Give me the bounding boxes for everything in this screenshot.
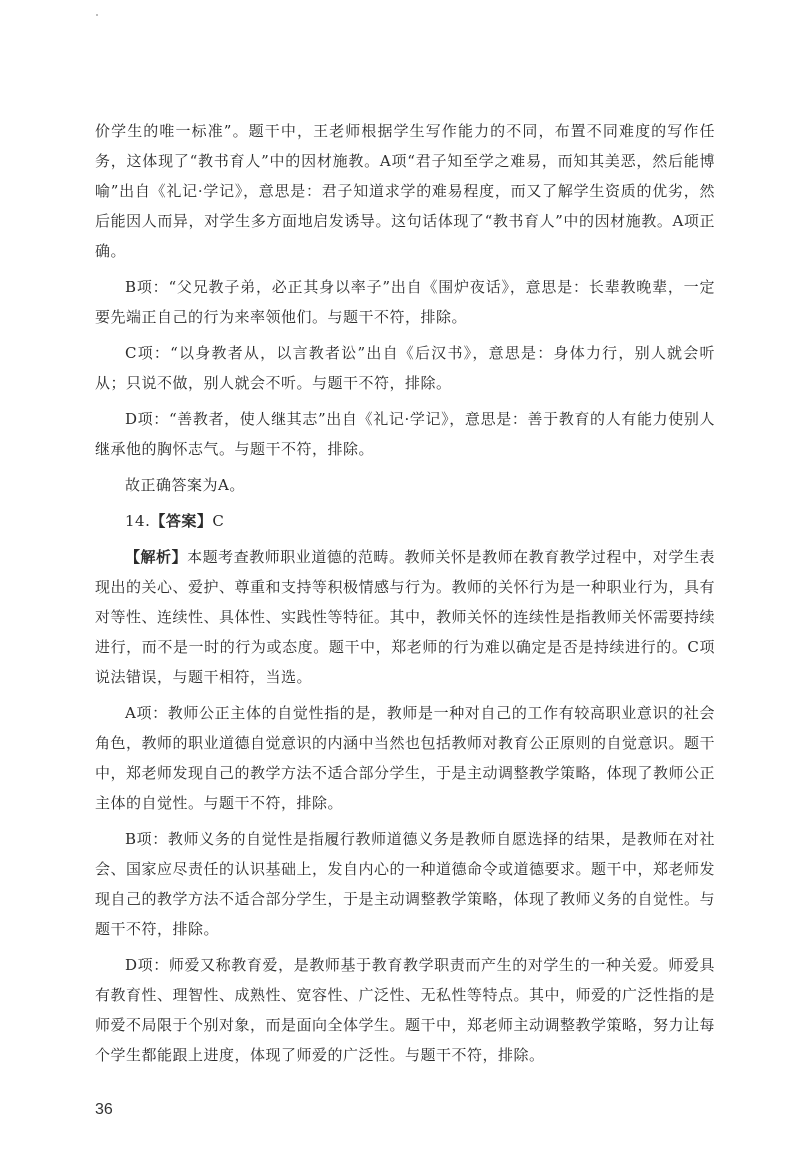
page-number: 36: [95, 1101, 113, 1118]
answer-heading: [95, 506, 715, 536]
answer-value: C: [212, 512, 225, 530]
analysis-text: 本题考查教师职业道德的范畴。教师关怀是教师在教育教学过程中，对学生表现出的关心、爱护、尊重和支持等积极情感与行为。教师的关怀行为是一种职业行为，具有对等性、连续性、具体性、实践性等特征。其中，教师关怀的连续性是指教师关怀需要持续进行，而不是一时的行为或态度。题干中，郑老师的行为难以确定是否是持续进行的。C项说法错误，与题干相符，当选。: [95, 548, 716, 686]
paragraph-option-b-13: B项：“父兄教子弟，必正其身以率子”出自《围炉夜话》，意思是：长辈教晚辈，一定要先端正自己的行为来率领他们。与题干不符，排除。: [95, 278, 715, 326]
analysis-label: 【解析】: [125, 548, 188, 566]
paragraph-option-d-14: D项：师爱又称教育爱，是教师基于教育教学职责而产生的对学生的一种关爱。师爱具有教育性、理智性、成熟性、宽容性、广泛性、无私性等特点。其中，师爱的广泛性指的是师爱不局限于个别对象，而是面向全体学生。题干中，郑老师主动调整教学策略，努力让每个学生都能跟上进度，体现了师爱的广泛性。与题干不符，排除。: [95, 956, 716, 1064]
analysis-paragraph: [95, 542, 715, 692]
paragraph-option-b-14: B项：教师义务的自觉性是指履行教师道德义务是教师自愿选择的结果，是教师在对社会、国家应尽责任的认识基础上，发自内心的一种道德命令或道德要求。题干中，郑老师发现自己的教学方法不适合部分学生，于是主动调整教学策略，体现了教师义务的自觉性。与题干不符，排除。: [95, 830, 716, 938]
paragraph-option-d-13: D项：“善教者，使人继其志”出自《礼记·学记》，意思是：善于教育的人有能力使别人继承他的胸怀志气。与题干不符，排除。: [95, 410, 715, 458]
paragraph-option-c-13: C项：“以身教者从，以言教者讼”出自《后汉书》，意思是：身体力行，别人就会听从；只说不做，别人就会不听。与题干不符，排除。: [95, 344, 715, 392]
answer-label: 【答案】: [150, 512, 213, 530]
question-number: 14.: [125, 512, 151, 530]
paragraph-option-a-14: A项：教师公正主体的自觉性指的是，教师是一种对自己的工作有较高职业意识的社会角色，教师的职业道德自觉意识的内涵中当然也包括教师对教育公正原则的自觉意识。题干中，郑老师发现自己的教学方法不适合部分学生，于是主动调整教学策略，体现了教师公正主体的自觉性。与题干不符，排除。: [95, 704, 716, 812]
paragraph-continuation: 价学生的唯一标准”。题干中，王老师根据学生写作能力的不同，布置不同难度的写作任务，这体现了“教书育人”中的因材施教。A项“君子知至学之难易，而知其美恶，然后能博喻”出自《礼记·学记》，意思是：君子知道求学的难易程度，而又了解学生资质的优劣，然后能因人而异，对学生多方面地启发诱导。这句话体现了“教书育人”中的因材施教。A项正确。: [95, 122, 715, 260]
paragraph-conclusion-13: 故正确答案为A。: [125, 476, 245, 494]
scan-mark: [96, 14, 98, 16]
page-content: [95, 116, 715, 1076]
